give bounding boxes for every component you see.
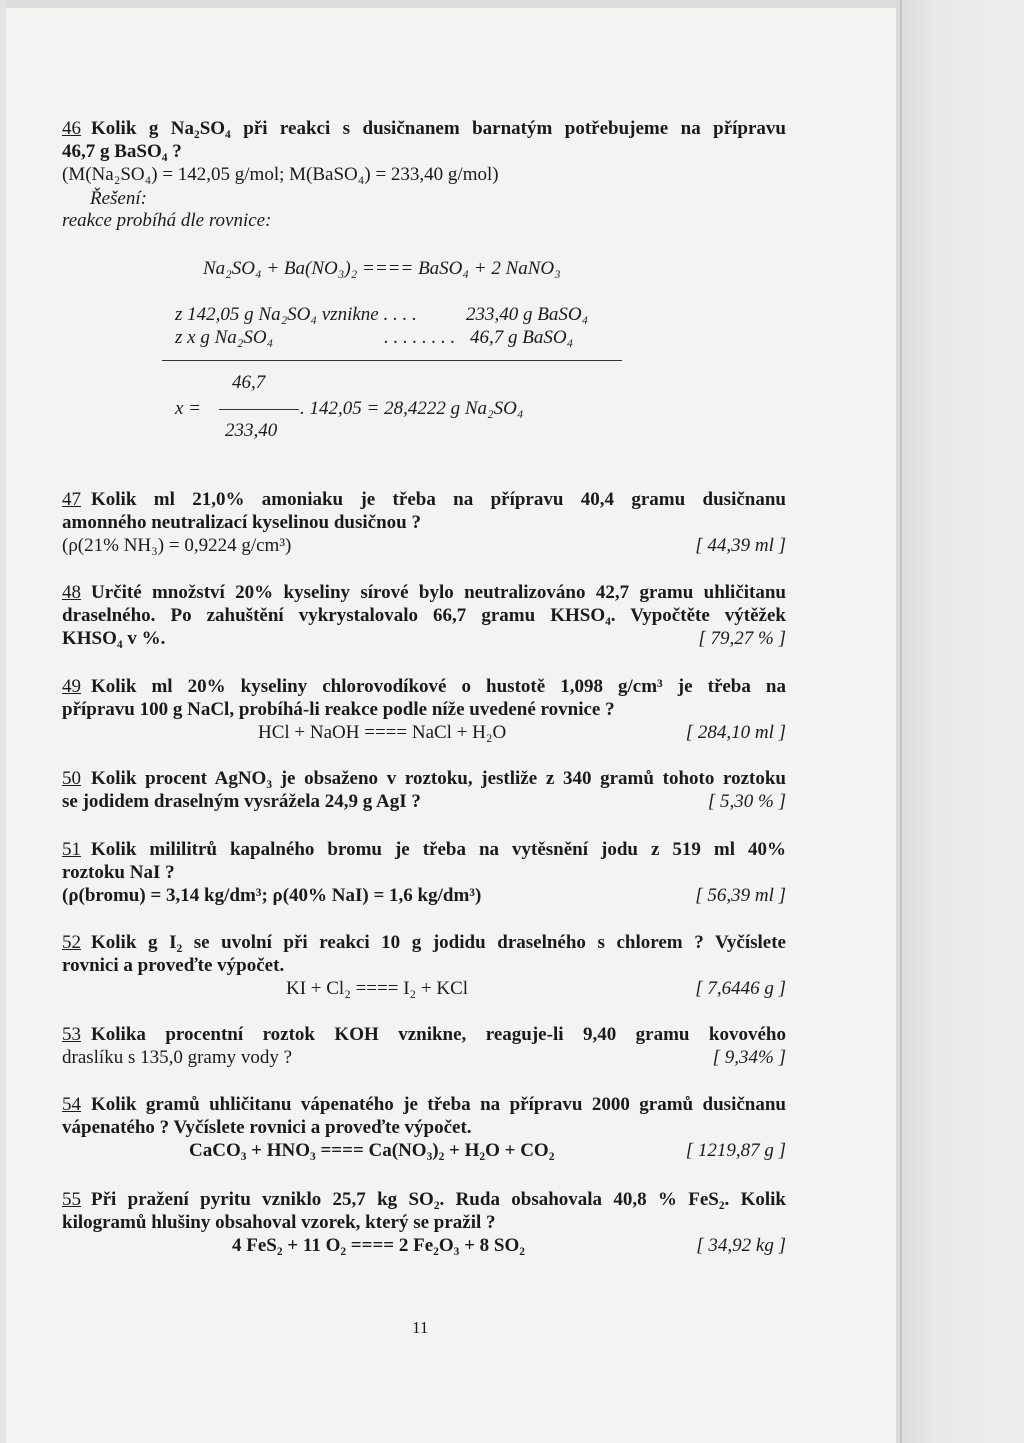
- ratio-line-1-right: 233,40 g BaSO₄: [466, 304, 589, 325]
- fraction-bar: [219, 409, 299, 410]
- answer: [ 5,30 % ]: [707, 791, 786, 812]
- answer: [ 284,10 ml ]: [685, 722, 786, 743]
- ratio-line-1-left: z 142,05 g Na₂SO₄ vznikne . . . .: [175, 304, 417, 325]
- fraction-numerator: 46,7: [232, 372, 266, 393]
- calc-result: . 142,05 = 28,4222 g Na₂SO₄: [300, 398, 524, 419]
- problem-number: 48: [62, 582, 81, 603]
- problem-46-line-3: (M(Na₂SO₄) = 142,05 g/mol; M(BaSO₄) = 233,40 g/mol): [62, 164, 499, 185]
- answer: [ 44,39 ml ]: [695, 535, 786, 556]
- problem-54-line-1: [62, 1094, 786, 1116]
- problem-53-line-2: draslíku s 135,0 gramy vody ? [ 9,34% ]: [62, 1047, 786, 1068]
- problem-47-line-1: [62, 489, 786, 511]
- problem-52-line-2: rovnici a proveďte výpočet.: [62, 955, 285, 976]
- problem-text: Kolik gramů uhličitanu vápenatého je třeba na přípravu 2000 gramů dusičnanu: [91, 1094, 786, 1115]
- problem-46-line-1: [62, 118, 786, 140]
- problem-49-line-1: [62, 676, 786, 698]
- answer: [ 56,39 ml ]: [695, 885, 786, 906]
- problem-55-line-1: [62, 1189, 786, 1211]
- problem-49-line-2: přípravu 100 g NaCl, probíhá-li reakce podle níže uvedené rovnice ?: [62, 699, 615, 720]
- problem-51-line-2: roztoku NaI ?: [62, 862, 175, 883]
- separator-line: [162, 360, 622, 361]
- problem-text: Kolika procentní roztok KOH vznikne, reaguje-li 9,40 gramu kovového: [91, 1024, 786, 1045]
- fraction-denominator: 233,40: [225, 420, 278, 441]
- answer: [ 79,27 % ]: [698, 628, 786, 649]
- problem-51-line-1: [62, 839, 786, 861]
- problem-text: Kolik ml 21,0% amoniaku je třeba na přípravu 40,4 gramu dusičnanu: [91, 489, 786, 510]
- problem-47-line-3: (ρ(21% NH₃) = 0,9224 g/cm³) [ 44,39 ml ]: [62, 535, 786, 556]
- problem-51-line-3: (ρ(bromu) = 3,14 kg/dm³; ρ(40% NaI) = 1,6 kg/dm³) [ 56,39 ml ]: [62, 885, 786, 906]
- problem-number: 55: [62, 1189, 81, 1210]
- ratio-line-2-dots: . . . . . . . .: [384, 327, 456, 348]
- equation: CaCO₃ + HNO₃ ==== Ca(NO₃)₂ + H₂O + CO₂: [189, 1140, 555, 1161]
- equation: KI + Cl₂ ==== I₂ + KCl: [286, 978, 469, 999]
- page-number: 11: [412, 1318, 429, 1337]
- problem-55-line-2: kilogramů hlušiny obsahoval vzorek, který se pražil ?: [62, 1212, 496, 1233]
- answer: [ 9,34% ]: [712, 1047, 786, 1068]
- answer: [ 7,6446 g ]: [695, 978, 786, 999]
- reaction-equation: Na₂SO₄ + Ba(NO₃)₂ ==== BaSO₄ + 2 NaNO₃: [203, 258, 561, 279]
- equation: HCl + NaOH ==== NaCl + H₂O: [258, 722, 507, 743]
- answer: [ 34,92 kg ]: [696, 1235, 786, 1256]
- problem-52-line-1: [62, 932, 786, 954]
- problem-text: Při pražení pyritu vzniklo 25,7 kg SO₂. Ruda obsahovala 40,8 % FeS₂. Kolik: [91, 1189, 786, 1210]
- solution-intro: reakce probíhá dle rovnice:: [62, 210, 272, 231]
- solution-label: Řešení:: [90, 188, 147, 209]
- problem-text: Kolik g Na₂SO₄ při reakci s dusičnanem barnatým potřebujeme na přípravu: [91, 118, 786, 139]
- ratio-line-2-left: z x g Na₂SO₄: [175, 327, 274, 348]
- problem-48-line-2: draselného. Po zahuštění vykrystalovalo 66,7 gramu KHSO₄. Vypočtěte výtěžek: [62, 605, 786, 626]
- calc-x: x =: [175, 398, 202, 419]
- ratio-line-2-right: 46,7 g BaSO₄: [470, 327, 574, 348]
- problem-text: Kolik procent AgNO₃ je obsaženo v roztoku, jestliže z 340 gramů tohoto roztoku: [91, 768, 786, 789]
- problem-number: 51: [62, 839, 81, 860]
- problem-text: Určité množství 20% kyseliny sírové bylo neutralizováno 42,7 gramu uhličitanu: [91, 582, 786, 603]
- problem-50-line-2: se jodidem draselným vysrážela 24,9 g AgI ? [ 5,30 % ]: [62, 791, 786, 812]
- problem-number: 52: [62, 932, 81, 953]
- problem-48-line-1: [62, 582, 786, 604]
- problem-text: Kolik g I₂ se uvolní při reakci 10 g jodidu draselného s chlorem ? Vyčíslete: [91, 932, 786, 953]
- answer: [ 1219,87 g ]: [685, 1140, 786, 1161]
- problem-number: 49: [62, 676, 81, 697]
- problem-53-line-1: [62, 1024, 786, 1046]
- problem-46-line-2: 46,7 g BaSO₄ ?: [62, 141, 182, 162]
- problem-50-line-1: [62, 768, 786, 790]
- problem-number: 54: [62, 1094, 81, 1115]
- problem-47-line-2: amonného neutralizací kyselinou dusičnou ?: [62, 512, 421, 533]
- problem-number: 53: [62, 1024, 81, 1045]
- equation: 4 FeS₂ + 11 O₂ ==== 2 Fe₂O₃ + 8 SO₂: [232, 1235, 525, 1256]
- problem-text: Kolik ml 20% kyseliny chlorovodíkové o hustotě 1,098 g/cm³ je třeba na: [91, 676, 786, 697]
- problem-54-line-2: vápenatého ? Vyčíslete rovnici a proveďte výpočet.: [62, 1117, 472, 1138]
- problem-number: 47: [62, 489, 81, 510]
- problem-number: 46: [62, 118, 81, 139]
- problem-number: 50: [62, 768, 81, 789]
- problem-text: Kolik mililitrů kapalného bromu je třeba na vytěsnění jodu z 519 ml 40%: [91, 839, 786, 860]
- problem-48-line-3: KHSO₄ v %. [ 79,27 % ]: [62, 628, 786, 649]
